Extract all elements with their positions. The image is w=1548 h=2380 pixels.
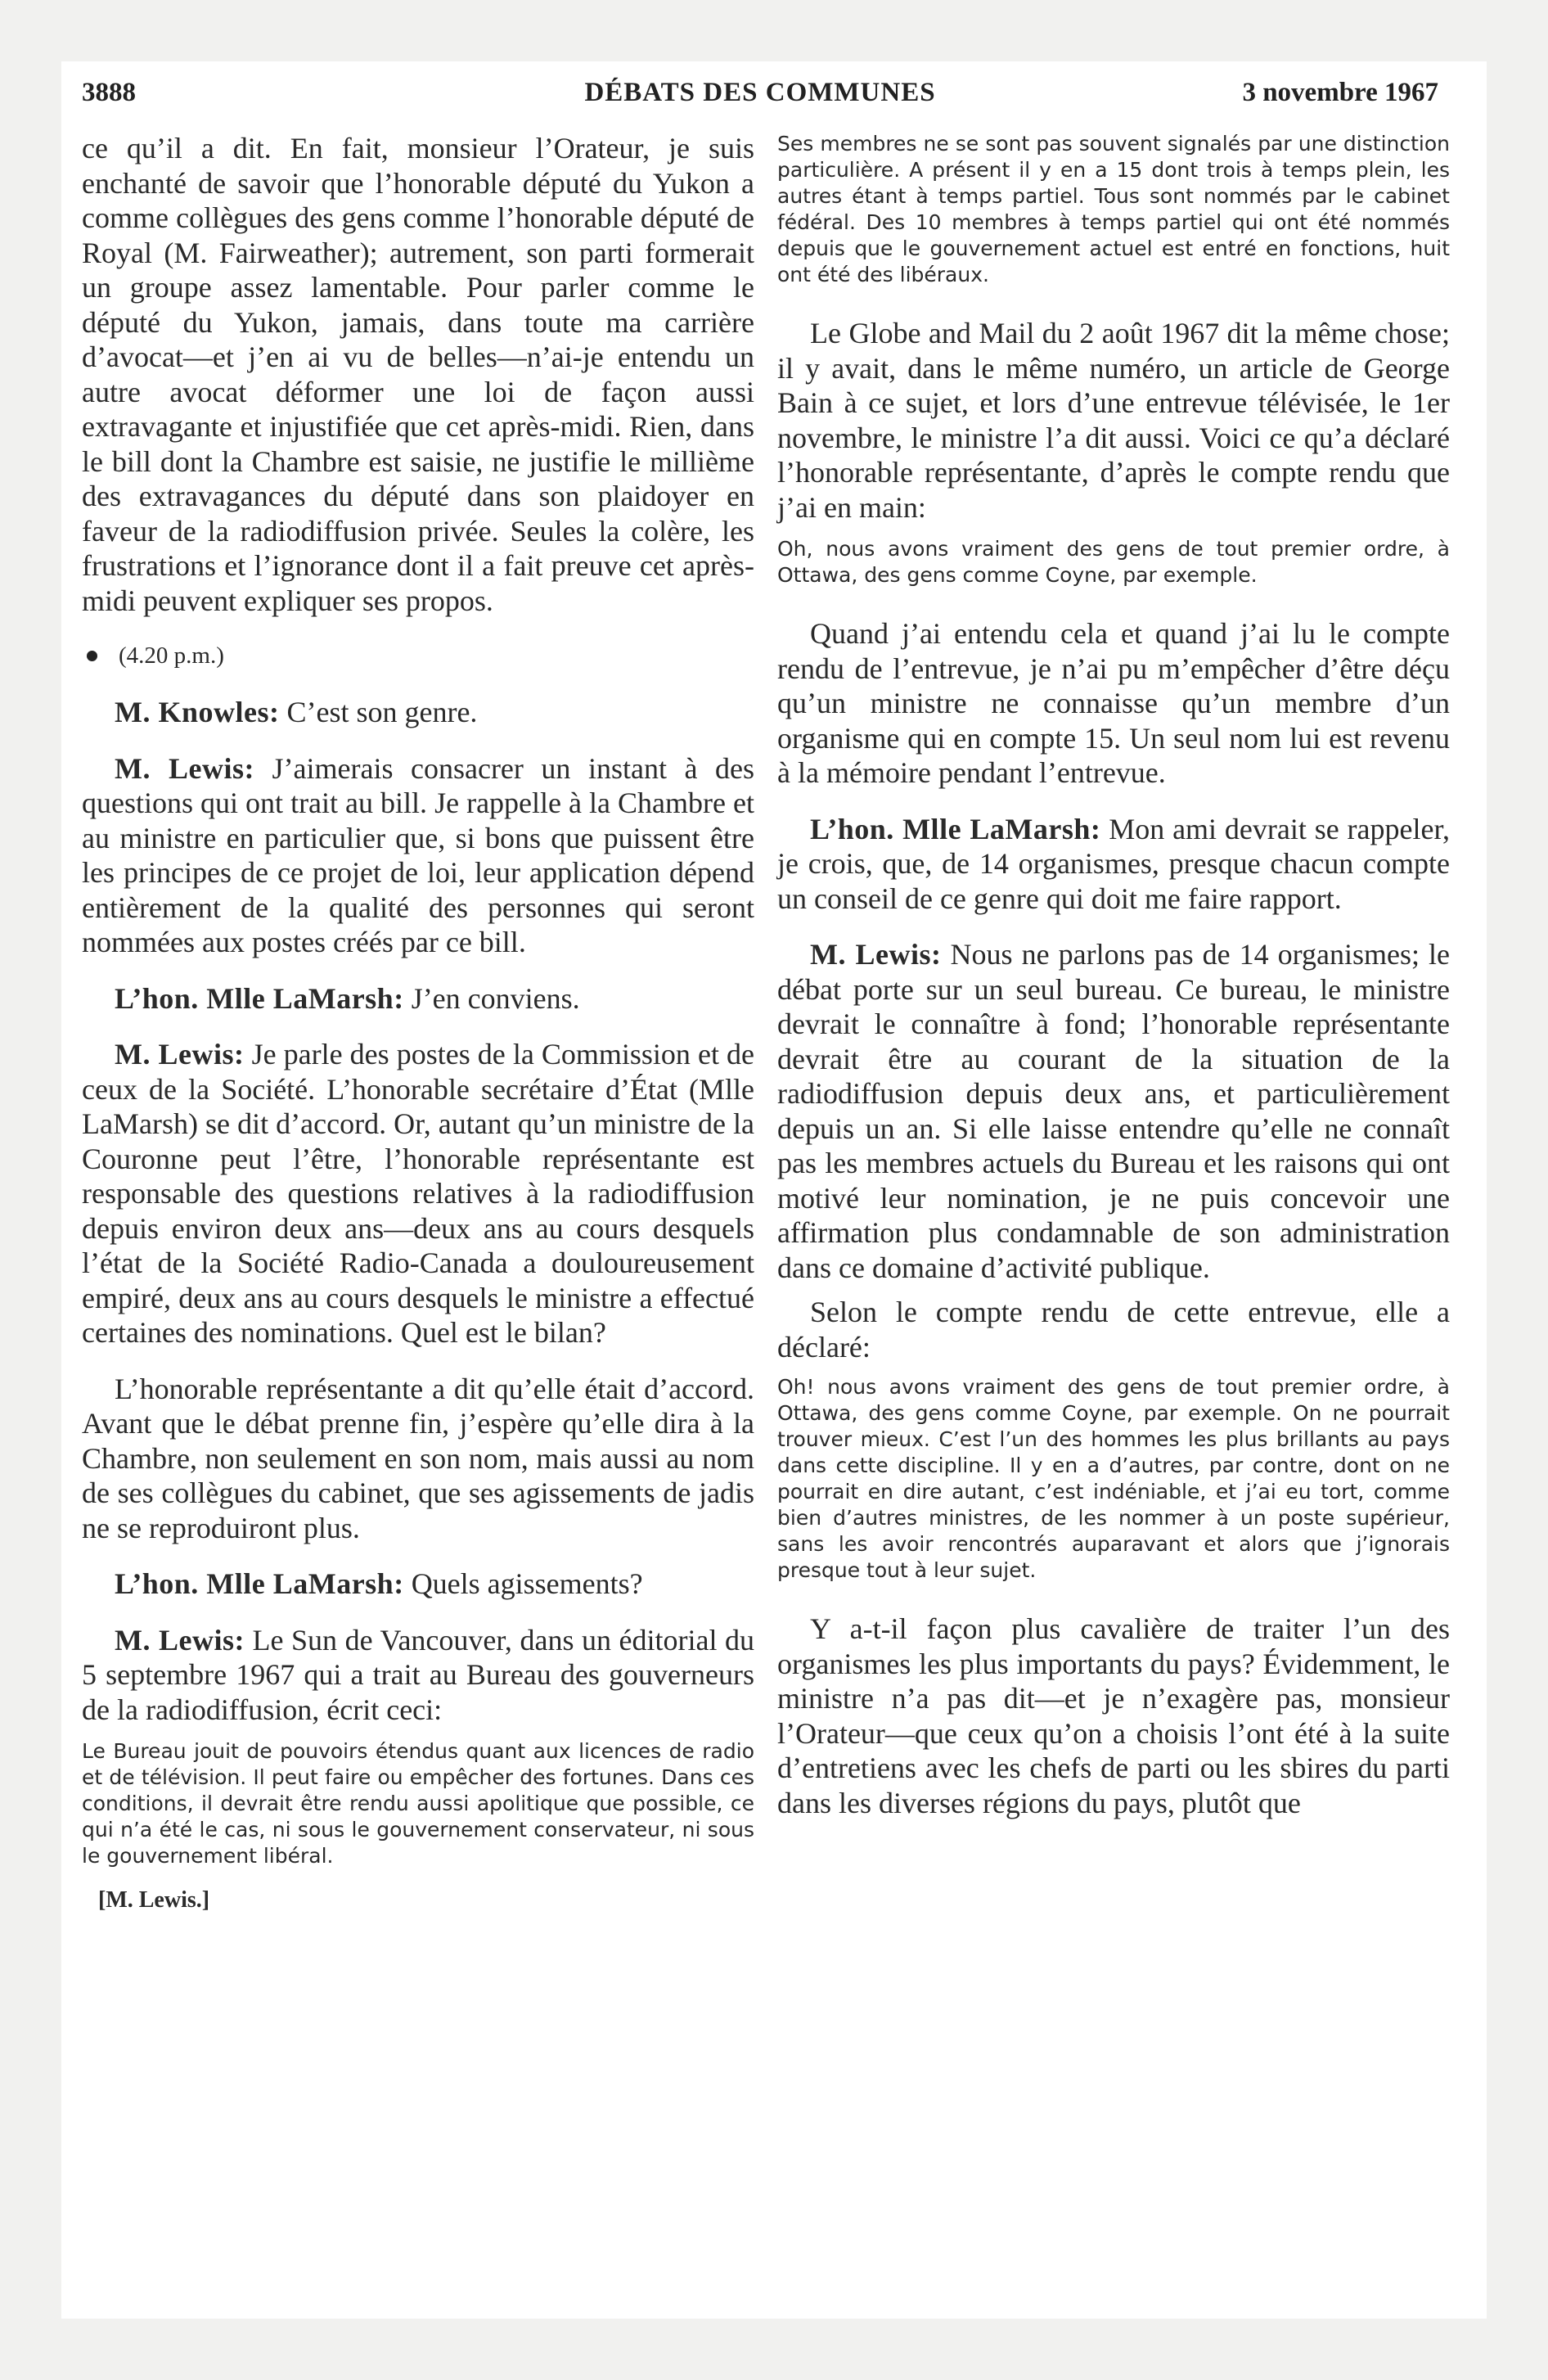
speech-text: Mon ami devrait se rappeler, je crois, que, de 14 organismes, presque chacun compte un conseil de ce genre qui doit me faire rapport. [777, 812, 1450, 915]
speech-text: Quels agissements? [411, 1567, 643, 1600]
quote-vancouver-sun: Le Bureau jouit de pouvoirs étendus quant aux licences de radio et de télévision. Il peut faire ou empêcher des fortunes. Dans ces conditions, il devrait être rendu aussi apolitique que possible, ce qui n’a été le cas, ni sous le gouvernement conservateur, ni sous le gouvernement libéral. [82, 1739, 754, 1868]
time-marker [82, 639, 754, 672]
speech-text: C’est son genre. [286, 696, 478, 728]
page-number: 3888 [82, 78, 136, 107]
quote-coyne-long: Oh! nous avons vraiment des gens de tout premier ordre, à Ottawa, des gens comme Coyne, par exemple. On ne pourrait trouver mieux. C’est l’un des hommes les plus brillants au pays dans cette discipline. Il y en a d’autres, par contre, dont on ne pourrait en dire autant, c’est indéniable, et j’ai eu tort, comme bien d’autres ministres, de les nommer à un poste supérieur, sans les avoir rencontrés auparavant et alors que j’ignorais presque tout à leur sujet. [777, 1375, 1450, 1582]
speech-lewis-3 [82, 1623, 754, 1728]
paragraph-selon: Selon le compte rendu de cette entrevue, elle a déclaré: [777, 1296, 1450, 1364]
paragraph-cavaliere: Y a-t-il façon plus cavalière de traiter l’un des organismes les plus importants du pays? Évidemment, le ministre n’a pas dit—et je n’exagère pas, monsieur l’Orateur—que ceux qu’on a choisis l’ont été à la suite d’entretiens avec les chefs de parti ou les sbires du parti dans les diverses régions du pays, plutôt que [777, 1612, 1450, 1819]
speech-text: J’en conviens. [411, 981, 580, 1015]
speaker-attribution: [M. Lewis.] [98, 1887, 210, 1913]
speaker-name: L’hon. Mlle LaMarsh: [115, 981, 404, 1015]
bullet-icon [87, 651, 97, 661]
paragraph-representante: L’honorable représentante a dit qu’elle était d’accord. Avant que le débat prenne fin, j’espère qu’elle dira à la Chambre, non seulement en son nom, mais aussi au nom de ses collègues du cabinet, que ses agissements de jadis ne se reproduiront plus. [82, 1372, 754, 1544]
speech-lamarsh-1 [82, 981, 754, 1016]
speech-knowles [82, 695, 754, 730]
paragraph-globe-and-mail: Le Globe and Mail du 2 août 1967 dit la même chose; il y avait, dans le même numéro, un article de George Bain à ce sujet, et lors d’une entrevue télévisée, le 1er novembre, le ministre l’a dit aussi. Voici ce qu’a déclaré l’honorable représentante, d’après le compte rendu que j’ai en main: [777, 317, 1450, 524]
speech-text: Je parle des postes de la Commission et de ceux de la Société. L’honorable secrétaire d’État (Mlle LaMarsh) se dit d’accord. Or, autant qu’un ministre de la Couronne peut l’être, l’honorable représentante est responsable des questions relatives à la radiodiffusion depuis environ deux ans—deux ans au cours desquels l’état de la Société Radio-Canada a douloureusement empiré, deux ans au cours desquels le ministre a effectué certaines des nominations. Quel est le bilan? [82, 1038, 755, 1349]
speaker-name: L’hon. Mlle LaMarsh: [810, 812, 1101, 845]
speech-lamarsh-3 [777, 812, 1450, 917]
speaker-name: M. Knowles: [115, 696, 280, 728]
speaker-name: L’hon. Mlle LaMarsh: [115, 1567, 404, 1600]
quote-bureau-members: Ses membres ne se sont pas souvent signalés par une distinction particulière. A présent il y en a 15 dont trois à temps plein, les autres étant à temps partiel. Tous sont nommés par le cabinet fédéral. Des 10 membres à temps partiel qui ont été nommés depuis que le gouvernement actuel est entré en fonctions, huit ont été des libéraux. [777, 132, 1450, 286]
page-date: 3 novembre 1967 [1242, 78, 1438, 107]
page-header [82, 78, 1438, 119]
speech-lamarsh-2 [82, 1566, 754, 1602]
speaker-name: M. Lewis: [115, 751, 254, 785]
left-column [82, 131, 754, 1917]
speaker-name: M. Lewis: [810, 938, 942, 971]
paragraph-quand: Quand j’ai entendu cela et quand j’ai lu le compte rendu de l’entrevue, je n’ai pu m’empêcher d’être déçu qu’un ministre ne connaisse qu’un membre d’un organisme qui en compte 15. Un seul nom lui est revenu à la mémoire pendant l’entrevue. [777, 617, 1450, 789]
speaker-name: M. Lewis: [115, 1623, 245, 1657]
right-column [777, 131, 1450, 1841]
speaker-name: M. Lewis: [115, 1038, 245, 1071]
quote-coyne-short: Oh, nous avons vraiment des gens de tout premier ordre, à Ottawa, des gens comme Coyne, par exemple. [777, 537, 1450, 587]
speech-lewis-4 [777, 937, 1450, 1285]
speech-text: Le Sun de Vancouver, dans un éditorial du 5 septembre 1967 qui a trait au Bureau des gouverneurs de la radiodiffusion, écrit ceci: [82, 1623, 754, 1726]
speech-lewis-2 [82, 1037, 754, 1350]
speech-text: Nous ne parlons pas de 14 organismes; le débat porte sur un seul bureau. Ce bureau, le ministre devrait le connaître à fond; l’honorable représentante devrait être au courant de la situation de la radiodiffusion depuis deux ans, et particulièrement depuis un an. Si elle laisse entendre qu’elle ne connaît pas les membres actuels du Bureau et les raisons qui ont motivé leur nomination, je ne puis concevoir une affirmation plus condamnable de son administration dans ce domaine d’activité publique. [777, 938, 1451, 1284]
time-text: (4.20 p.m.) [119, 642, 224, 669]
speech-lewis-1 [82, 751, 754, 960]
speech-text: J’aimerais consacrer un instant à des questions qui ont trait au bill. Je rappelle à la Chambre et au ministre en particulier que, si bons que puissent être les principes de ce projet de loi, leur application dépend entièrement de la qualité des personnes qui seront nommées aux postes créés par ce bill. [82, 751, 754, 958]
paragraph-opening: ce qu’il a dit. En fait, monsieur l’Orateur, je suis enchanté de savoir que l’honorable député du Yukon a comme collègues des gens comme l’honorable député de Royal (M. Fairweather); autrement, son parti formerait un groupe assez lamentable. Pour parler comme le député du Yukon, jamais, dans toute ma carrière d’avocat—et j’en ai vu de belles—n’ai-je entendu un autre avocat déformer une loi de façon aussi extravagante et injustifiée que cet après-midi. Rien, dans le bill dont la Chambre est saisie, ne justifie le millième des extravagances du député dans son plaidoyer en faveur de la radiodiffusion privée. Seules la colère, les frustrations et l’ignorance dont il a fait preuve cet après-midi peuvent expliquer ses propos. [82, 132, 754, 617]
page-title: DÉBATS DES COMMUNES [584, 78, 936, 107]
